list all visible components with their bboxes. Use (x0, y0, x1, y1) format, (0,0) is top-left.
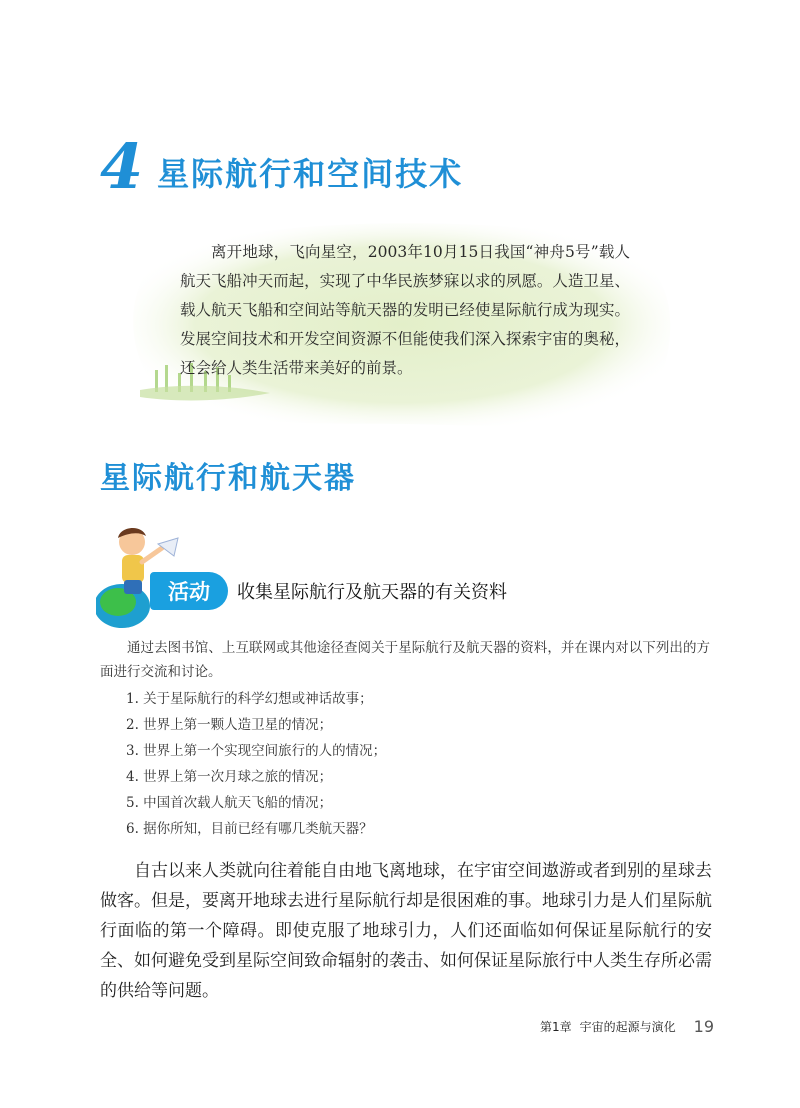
chapter-heading (100, 118, 464, 203)
list-item: 6. 据你所知，目前已经有哪几类航天器？ (126, 821, 373, 837)
list-item: 4. 世界上第一次月球之旅的情况； (126, 769, 333, 785)
activity-list (126, 686, 386, 842)
section-title: 星际航行和航天器 (100, 461, 356, 496)
activity-title: 收集星际航行及航天器的有关资料 (237, 582, 507, 603)
body-paragraph: 自古以来人类就向往着能自由地飞离地球，在宇宙空间遨游或者到别的星球去做客。但是，要离开地球去进行星际航行却是很困难的事。地球引力是人们星际航行面临的第一个障碍。即使克服了地球引力，人们还面临如何保证星际航行的安全、如何避免受到星际空间致命辐射的袭击、如何保证星际旅行中人类生存所必需的供给等问题。 (100, 861, 712, 1001)
list-item: 2. 世界上第一颗人造卫星的情况； (126, 717, 333, 733)
activity-description: 通过去图书馆、上互联网或其他途径查阅关于星际航行及航天器的资料，并在课内对以下列出的方面进行交流和讨论。 (100, 640, 710, 680)
page-footer (540, 1017, 714, 1036)
page-number: 19 (693, 1017, 715, 1036)
footer-chapter-name: 宇宙的起源与演化 (579, 1020, 676, 1034)
chapter-number: 4 (100, 130, 144, 203)
list-item: 1. 关于星际航行的科学幻想或神话故事； (126, 691, 373, 707)
footer-chapter: 第1章 (540, 1020, 572, 1034)
list-item: 5. 中国首次载人航天飞船的情况； (126, 795, 333, 811)
list-item: 3. 世界上第一个实现空间旅行的人的情况； (126, 743, 387, 759)
intro-paragraph: 离开地球，飞向星空，2003年10月15日我国“神舟5号”载人航天飞船冲天而起，实现了中华民族梦寐以求的夙愿。人造卫星、载人航天飞船和空间站等航天器的发明已经使星际航行成为现实。发展空间技术和开发空间资源不但能使我们深入探索宇宙的奥秘，还会给人类生活带来美好的前景。 (180, 243, 630, 377)
activity-badge: 活动 (150, 572, 228, 610)
chapter-title: 星际航行和空间技术 (157, 155, 464, 193)
